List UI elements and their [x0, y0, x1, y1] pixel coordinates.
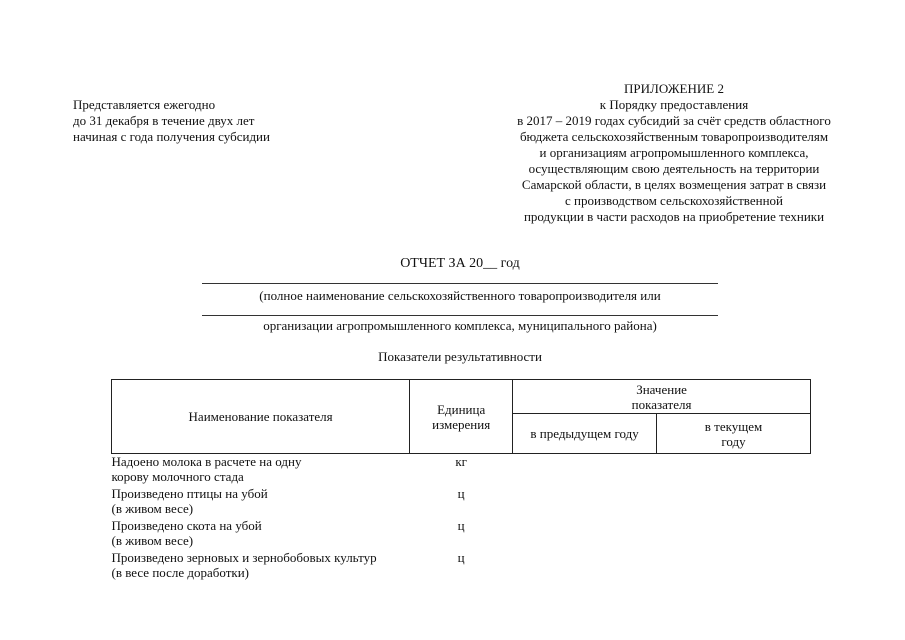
table-row [112, 486, 811, 518]
table-row [112, 454, 811, 487]
appendix-line: Самарской области, в целях возмещения затрат в связи [521, 177, 827, 192]
submission-note-line: Представляется ежегодно [73, 97, 216, 112]
indicator-name-line: (в живом весе) [111, 501, 194, 516]
indicators-heading: Показатели результативности [378, 349, 542, 364]
indicator-unit: ц [457, 550, 465, 565]
indicator-name [112, 550, 410, 582]
appendix-line: к Порядку предоставления [599, 97, 749, 112]
submission-note-line: начиная с года получения субсидии [73, 129, 270, 144]
indicator-name-line: корову молочного стада [111, 469, 244, 484]
header-indicator-name: Наименование показателя [112, 380, 410, 454]
value-current-year [657, 550, 811, 582]
submission-note [73, 97, 373, 145]
table-row [112, 550, 811, 582]
indicator-unit: ц [457, 518, 465, 533]
indicator-name-line: Произведено скота на убой [111, 518, 262, 533]
value-previous-year [513, 454, 657, 487]
table-row [112, 518, 811, 550]
appendix-line: в 2017 – 2019 годах субсидий за счёт средств областного [517, 113, 831, 128]
header-value: Значение показателя [513, 380, 811, 414]
submission-note-line: до 31 декабря в течение двух лет [73, 113, 255, 128]
appendix-line: и организациям агропромышленного комплекса, [539, 145, 809, 160]
header-current-year: в текущем году [657, 414, 811, 454]
indicator-name-line: Произведено птицы на убой [111, 486, 268, 501]
value-current-year [657, 486, 811, 518]
value-current-year [657, 454, 811, 487]
indicator-name [112, 518, 410, 550]
appendix-header [486, 81, 862, 225]
value-previous-year [513, 550, 657, 582]
indicator-name-line: Надоено молока в расчете на одну [111, 454, 302, 469]
appendix-line: с производством сельскохозяйственной [564, 193, 784, 208]
report-title: ОТЧЕТ ЗА 20__ год [400, 256, 520, 271]
appendix-number: ПРИЛОЖЕНИЕ 2 [624, 81, 724, 96]
value-previous-year [513, 518, 657, 550]
recipient-caption-line: (полное наименование сельскохозяйственного товаропроизводителя или [259, 288, 661, 303]
header-previous-year: в предыдущем году [513, 414, 657, 454]
indicator-name-line: Произведено зерновых и зернобобовых культур [111, 550, 377, 565]
recipient-name-rule [202, 315, 718, 316]
value-previous-year [513, 486, 657, 518]
appendix-line: осуществляющим свою деятельность на территории [528, 161, 820, 176]
appendix-line: продукции в части расходов на приобретение техники [523, 209, 825, 224]
indicator-name-line: (в живом весе) [111, 533, 194, 548]
indicator-name [112, 454, 410, 487]
indicator-unit: кг [455, 454, 467, 469]
header-unit: Единица измерения [410, 380, 513, 454]
value-current-year [657, 518, 811, 550]
indicator-unit: ц [457, 486, 465, 501]
recipient-name-rule [202, 283, 718, 284]
appendix-line: бюджета сельскохозяйственным товаропроизводителям [519, 129, 829, 144]
indicators-table [111, 379, 811, 582]
indicator-name [112, 486, 410, 518]
indicator-name-line: (в весе после доработки) [111, 565, 249, 580]
recipient-caption-line: организации агропромышленного комплекса, муниципального района) [263, 318, 657, 333]
